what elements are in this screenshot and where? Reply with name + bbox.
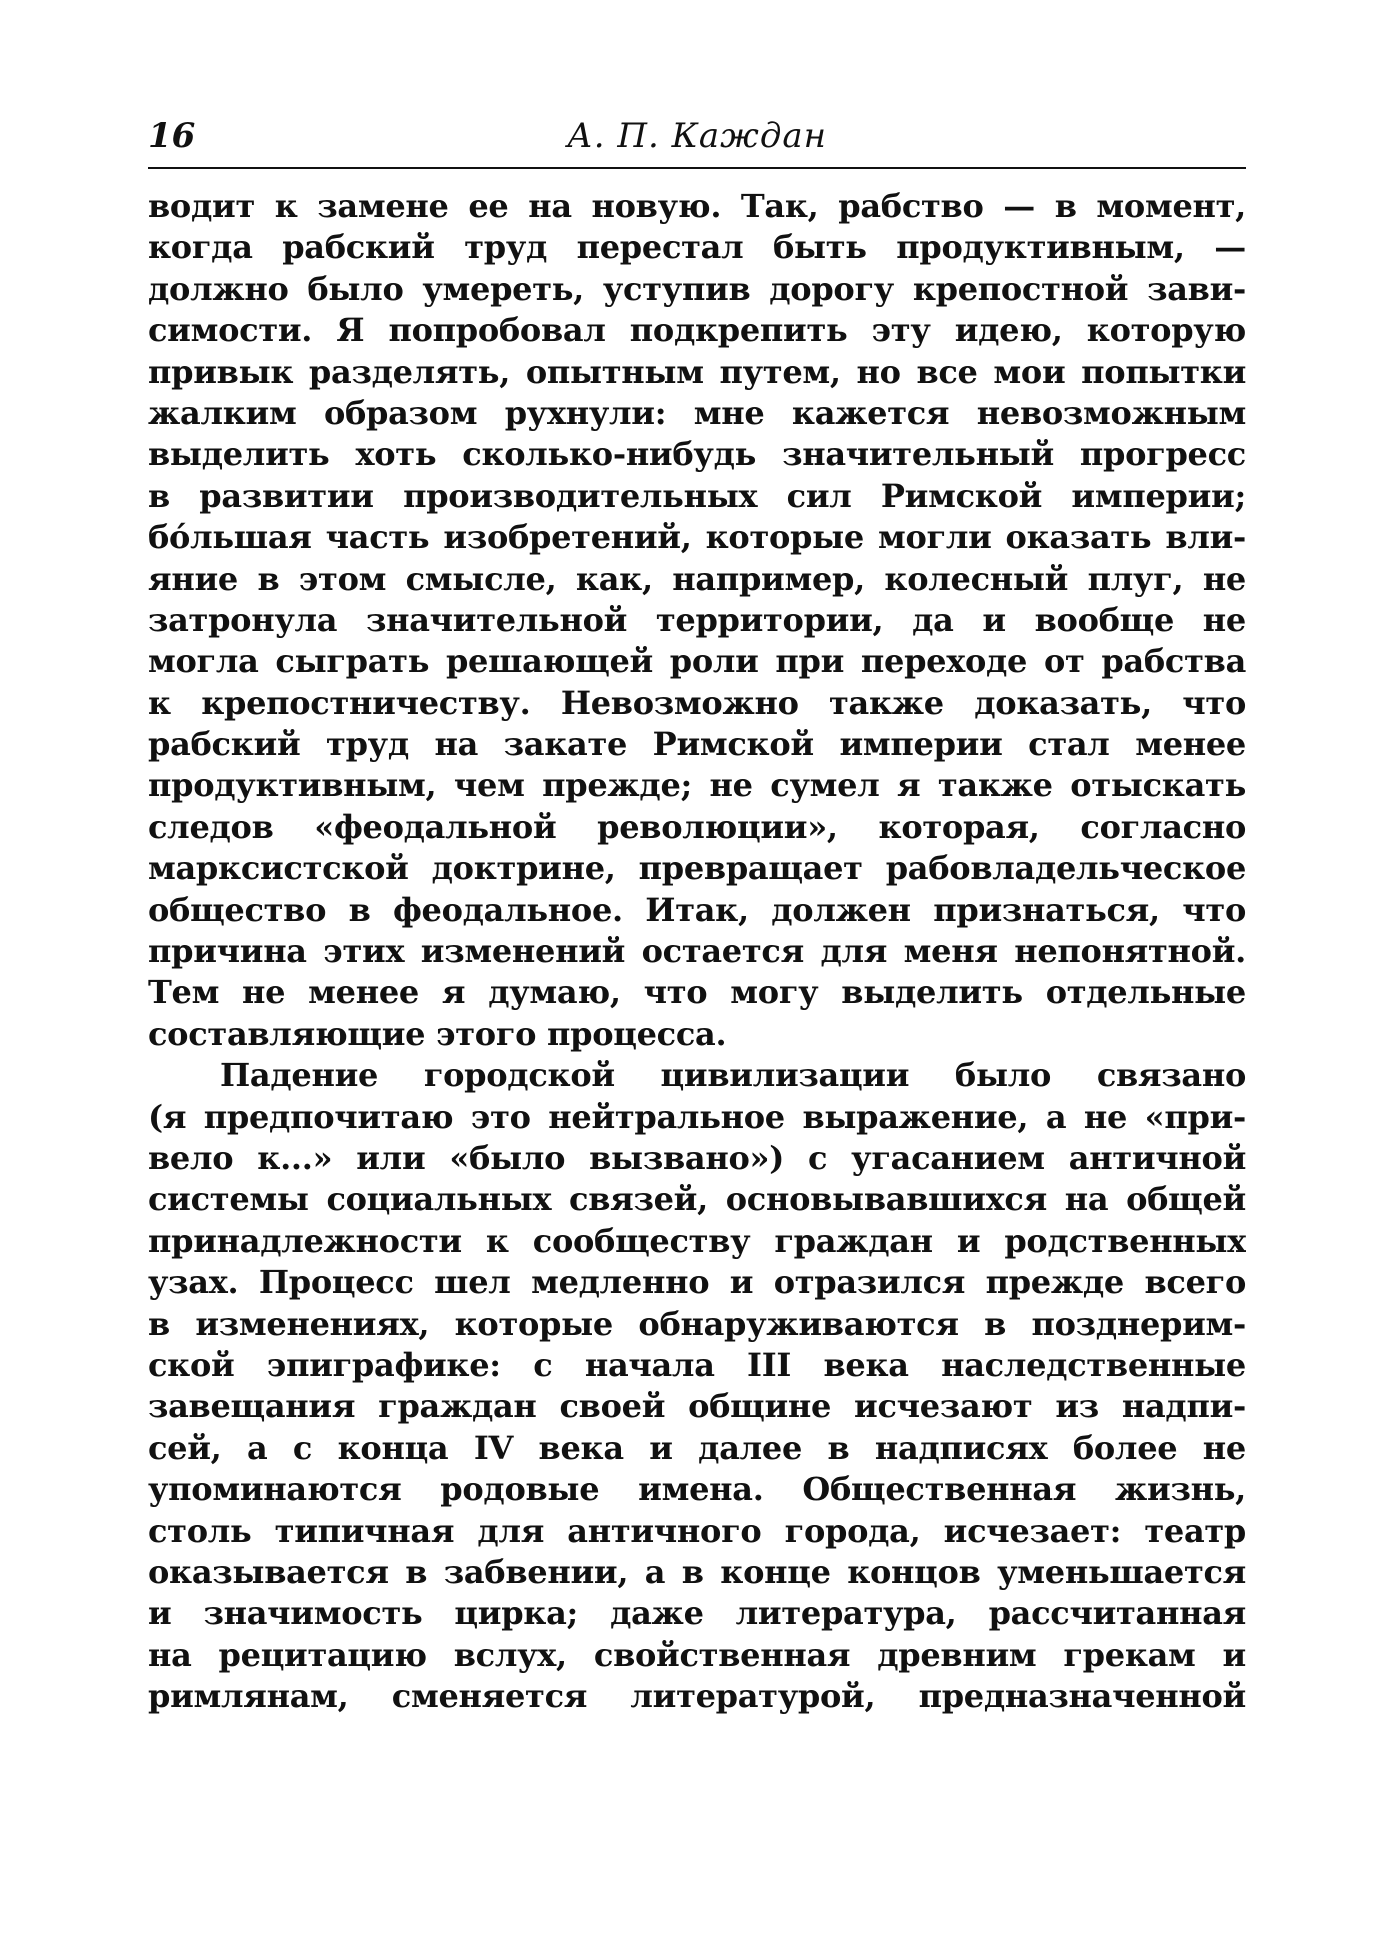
text-line: затронула значительной территории, да и вообще не — [148, 600, 1246, 639]
text-line: принадлежности к сообществу граждан и родственных — [148, 1221, 1246, 1260]
text-line: системы социальных связей, основывавшихся на общей — [148, 1180, 1246, 1219]
text-line: в развитии производительных сил Римской империи; — [148, 476, 1246, 515]
text-line: следов «феодальной революции», которая, согласно — [148, 807, 1246, 846]
text-line: выделить хоть сколько-нибудь значительный прогресс — [148, 435, 1246, 474]
text-line: и значимость цирка; даже литература, рассчитанная — [148, 1594, 1246, 1633]
text-line: столь типичная для античного города, исчезает: театр — [148, 1511, 1246, 1550]
text-line: Падение городской цивилизации было связано — [220, 1056, 1246, 1095]
text-line: жалким образом рухнули: мне кажется невозможным — [148, 393, 1246, 432]
text-line: причина этих изменений остается для меня непонятной. — [148, 932, 1246, 971]
text-line: Тем не менее я думаю, что могу выделить отдельные — [148, 973, 1246, 1012]
running-title: А. П. Каждан — [566, 116, 828, 156]
text-line: узах. Процесс шел медленно и отразился прежде всего — [148, 1263, 1246, 1302]
text-line: симости. Я попробовал подкрепить эту идею, которую — [148, 311, 1246, 350]
text-line: когда рабский труд перестал быть продуктивным, — — [148, 228, 1246, 267]
text-line: водит к замене ее на новую. Так, рабство — в момент, — [148, 187, 1246, 225]
text-line: оказывается в забвении, а в конце концов уменьшается — [148, 1552, 1246, 1591]
paragraph — [148, 186, 1246, 1055]
text-line: яние в этом смысле, как, например, колесный плуг, не — [148, 559, 1246, 598]
text-line: продуктивным, чем прежде; не сумел я также отыскать — [148, 766, 1246, 805]
page-number: 16 — [148, 116, 196, 156]
text-line: марксистской доктрине, превращает рабовладельческое — [148, 849, 1246, 888]
text-line: должно было умереть, уступив дорогу крепостной зави- — [148, 269, 1246, 308]
text-line: бо́льшая часть изобретений, которые могли оказать вли- — [148, 518, 1246, 557]
text-line: (я предпочитаю это нейтральное выражение, а не «при- — [148, 1097, 1246, 1136]
text-line: составляющие этого процесса. — [148, 1014, 727, 1053]
text-line: могла сыграть решающей роли при переходе от рабства — [148, 642, 1246, 681]
text-line: упоминаются родовые имена. Общественная жизнь, — [148, 1470, 1246, 1509]
text-line: в изменениях, которые обнаруживаются в позднерим- — [148, 1304, 1246, 1343]
text-line: рабский труд на закате Римской империи стал менее — [148, 725, 1246, 764]
text-line: сей, а с конца IV века и далее в надписях более не — [148, 1428, 1246, 1467]
text-line: ской эпиграфике: с начала III века наследственные — [148, 1345, 1246, 1384]
paragraph — [148, 1055, 1246, 1717]
header-rule — [148, 167, 1246, 169]
body-text — [148, 186, 1246, 1717]
text-line: вело к...» или «было вызвано») с угасанием античной — [148, 1138, 1246, 1177]
text-line: к крепостничеству. Невозможно также доказать, что — [148, 683, 1246, 722]
text-line: завещания граждан своей общине исчезают из надпи- — [148, 1387, 1246, 1426]
text-line: общество в феодальное. Итак, должен признаться, что — [148, 890, 1246, 929]
text-line: привык разделять, опытным путем, но все мои попытки — [148, 352, 1246, 391]
running-head — [148, 112, 1246, 166]
text-line: на рецитацию вслух, свойственная древним грекам и — [148, 1635, 1246, 1674]
text-line: римлянам, сменяется литературой, предназначенной — [148, 1677, 1246, 1716]
